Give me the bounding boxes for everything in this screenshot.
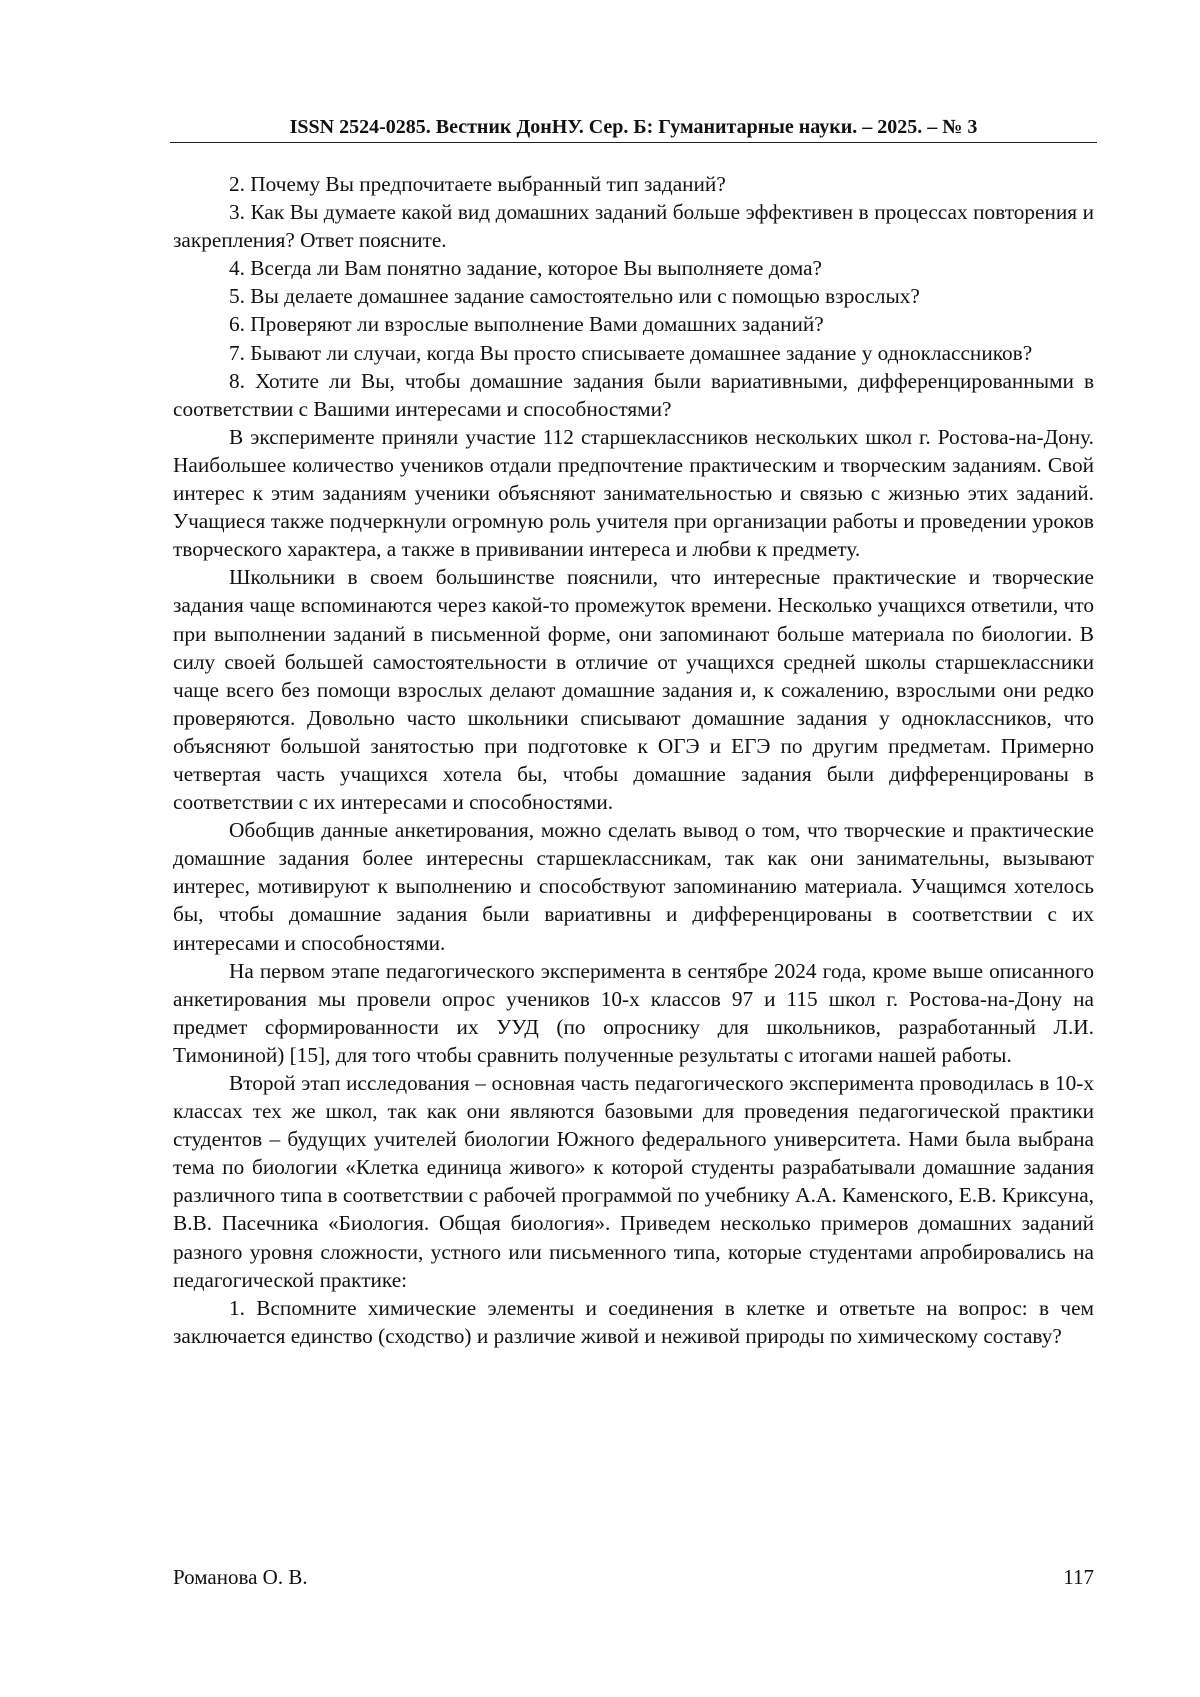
article-body [173,170,1094,1350]
paragraph-survey-summary: Обобщив данные анкетирования, можно сделать вывод о том, что творческие и практические домашние задания более интересны старшеклассникам, так как они занимательны, вызывают интерес, мотивируют к выполнению и способствуют запоминанию материала. Учащимся хотелось бы, чтобы домашние задания были вариативны и дифференцированы в соответствии с их интересами и способностями. [173,818,1094,955]
paragraph-first-stage: На первом этапе педагогического эксперимента в сентябре 2024 года, кроме выше описанного анкетирования мы провели опрос учеников 10-х классов 97 и 115 школ г. Ростова-на-Дону на предмет сформированности их УУД (по опроснику для школьников, разработанный Л.И. Тимониной) [15], для того чтобы сравнить полученные результаты с итогами нашей работы. [173,958,1094,1067]
footer-author: Романова О. В. [173,1565,308,1589]
question-2: 2. Почему Вы предпочитаете выбранный тип заданий? [229,172,726,196]
question-6: 6. Проверяют ли взрослые выполнение Вами домашних заданий? [229,312,824,337]
paragraph-second-stage: Второй этап исследования – основная часть педагогического эксперимента проводилась в 10-х классах тех же школ, так как они являются базовыми для проведения педагогической практики студентов – будущих учителей биологии Южного федерального университета. Нами была выбрана тема по биологии «Клетка единица живого» к которой студенты разрабатывали домашние задания различного типа в соответствии с рабочей программой по учебнику А.А. Каменского, Е.В. Криксуна, В.В. Пасечника «Биология. Общая биология». Приведем несколько примеров домашних заданий разного уровня сложности, устного или письменного типа, которые студентами апробировались на педагогической практике: [173,1071,1094,1292]
page-number: 117 [1063,1565,1094,1589]
paragraph-experiment-participants: В эксперименте приняли участие 112 старшеклассников нескольких школ г. Ростова-на-Дону. Наибольшее количество учеников отдали предпочтение практическим и творческим заданиям. Свой интерес к этим заданиям ученики объясняют занимательностью и связью с жизнью этих заданий. Учащиеся также подчеркнули огромную роль учителя при организации работы и проведении уроков творческого характера, а также в прививании интереса и любви к предмету. [173,424,1094,562]
paragraph-students-explained: Школьники в своем большинстве пояснили, что интересные практические и творческие задания чаще вспоминаются через какой-то промежуток времени. Несколько учащихся ответили, что при выполнении заданий в письменной форме, они запоминают больше материала по биологии. В силу своей большей самостоятельности в отличие от учащихся средней школы старшеклассники чаще всего без помощи взрослых делают домашние задания и, к сожалению, взрослыми они редко проверяются. Довольно часто школьники списывают домашние задания у одноклассников, что объясняют большой занятостью при подготовке к ОГЭ и ЕГЭ по другим предметам. Примерно четвертая часть учащихся хотела бы, чтобы домашние задания были дифференцированы в соответствии с их интересами и способностями. [173,565,1094,815]
question-5: 5. Вы делаете домашнее задание самостоятельно или с помощью взрослых? [229,284,920,309]
question-4: 4. Всегда ли Вам понятно задание, которое Вы выполняете дома? [229,256,823,281]
homework-example-1: 1. Вспомните химические элементы и соединения в клетке и ответьте на вопрос: в чем заключается единство (сходство) и различие живой и неживой природы по химическому составу? [173,1295,1094,1348]
question-3: 3. Как Вы думаете какой вид домашних заданий больше эффективен в процессах повторения и закрепления? Ответ поясните. [173,200,1094,253]
journal-header: ISSN 2524-0285. Вестник ДонНУ. Сер. Б: Гуманитарные науки. – 2025. – № 3 [289,116,978,138]
header-rule [170,142,1097,143]
question-8: 8. Хотите ли Вы, чтобы домашние задания были вариативными, дифференцированными в соответствии с Вашими интересами и способностями? [173,368,1094,421]
question-7: 7. Бывают ли случаи, когда Вы просто списываете домашнее задание у одноклассников? [229,340,1033,365]
